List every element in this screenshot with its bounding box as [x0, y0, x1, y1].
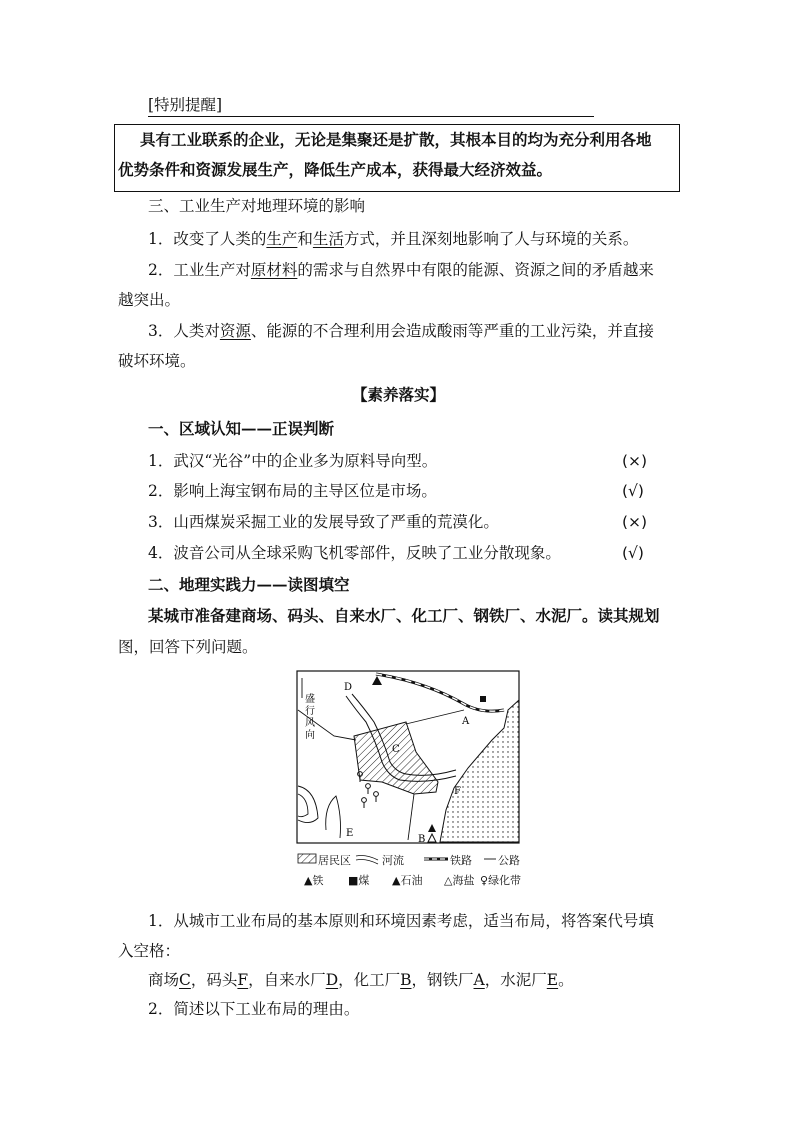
wind-label-1: 盛 — [305, 694, 315, 705]
section3-item3-line1: 3．人类对资源、能源的不合理利用会造成酸雨等严重的工业污染，并直接 — [148, 322, 654, 340]
judgement-1: 1．武汉“光谷”中的企业多为原料导向型。 — [148, 452, 438, 470]
answer-dock: F — [237, 971, 249, 989]
question1-answers: 商场C，码头F，自来水厂D，化工厂B，钢铁厂A，水泥厂E。 — [148, 971, 574, 989]
judgement-1-answer: (×) — [622, 452, 648, 470]
answer-mall: C — [179, 971, 191, 989]
coal-legend-icon: ■ — [348, 874, 359, 887]
tip-text-line1: 具有工业联系的企业，无论是集聚还是扩散，其根本目的均为充分利用各地 — [140, 130, 652, 149]
question1-line2: 入空格： — [118, 942, 181, 960]
legend-iron: ▲铁 — [304, 874, 324, 887]
practice-title: 【素养落实】 — [352, 385, 446, 404]
wind-label-4: 向 — [305, 730, 315, 741]
tip-title: [特别提醒] — [148, 96, 223, 114]
iron-legend-icon: ▲ — [304, 874, 313, 887]
judgement-4: 4．波音公司从全球采购飞机零部件，反映了工业分散现象。 — [148, 544, 561, 562]
wind-label-2: 行 — [305, 706, 315, 717]
point-b: B — [418, 834, 426, 845]
oil-legend-icon: ▲ — [392, 874, 401, 887]
city-planning-map — [296, 670, 520, 888]
point-d: D — [344, 682, 353, 693]
answer-steel-plant: A — [473, 971, 485, 989]
tip-text-line2: 优势条件和资源发展生产，降低生产成本，获得最大经济效益。 — [118, 160, 553, 179]
answer-chemical-plant: B — [400, 971, 412, 989]
answer-waterworks: D — [325, 971, 339, 989]
judgement-3: 3．山西煤炭采掘工业的发展导致了严重的荒漠化。 — [148, 513, 499, 531]
tip-title-rule — [148, 116, 594, 117]
judgement-2-answer: (√) — [622, 482, 644, 500]
legend-salt: △海盐 — [444, 874, 475, 887]
intro-line2: 图，回答下列问题。 — [118, 638, 258, 656]
green-belt-legend-icon: ♀ — [480, 874, 489, 887]
question1-line1: 1．从城市工业布局的基本原则和环境因素考虑，适当布局，将答案代号填 — [148, 912, 654, 930]
point-f: F — [454, 786, 461, 797]
point-c: C — [392, 744, 400, 755]
legend-river: 河流 — [382, 854, 404, 867]
judgement-2: 2．影响上海宝钢布局的主导区位是市场。 — [148, 482, 437, 500]
section3-item3-line2: 破坏环境。 — [118, 352, 196, 370]
section3-heading: 三、工业生产对地理环境的影响 — [148, 197, 366, 215]
legend-river-swatch — [356, 856, 378, 865]
legend-road: 公路 — [498, 854, 520, 867]
salt-legend-icon: △ — [444, 874, 453, 887]
legend-green: ♀绿化带 — [480, 874, 522, 887]
question2: 2．简述以下工业布局的理由。 — [148, 1000, 360, 1018]
point-e: E — [346, 828, 354, 839]
part1-heading: 一、区域认知——正误判断 — [148, 419, 335, 438]
point-a: A — [462, 716, 470, 727]
legend-residential-swatch — [298, 854, 316, 863]
judgement-4-answer: (√) — [622, 544, 644, 562]
section3-item2-line2: 越突出。 — [118, 291, 181, 309]
legend-oil: ▲石油 — [392, 874, 423, 887]
legend-railway: 铁路 — [450, 854, 472, 867]
section3-item2-line1: 2．工业生产对原材料的需求与自然界中有限的能源、资源之间的矛盾越来 — [148, 261, 654, 279]
legend-coal: ■煤 — [348, 874, 370, 887]
legend-residential: 居民区 — [318, 854, 351, 867]
wind-label-3: 风 — [305, 718, 315, 729]
coal-mine-icon — [480, 696, 486, 702]
intro-line1: 某城市准备建商场、码头、自来水厂、化工厂、钢铁厂、水泥厂。读其规划 — [148, 606, 660, 625]
part2-heading: 二、地理实践力——读图填空 — [148, 575, 350, 594]
section3-item1: 1．改变了人类的生产和生活方式，并且深刻地影响了人与环境的关系。 — [148, 230, 639, 248]
answer-cement-plant: E — [546, 971, 559, 989]
judgement-3-answer: (×) — [622, 513, 648, 531]
